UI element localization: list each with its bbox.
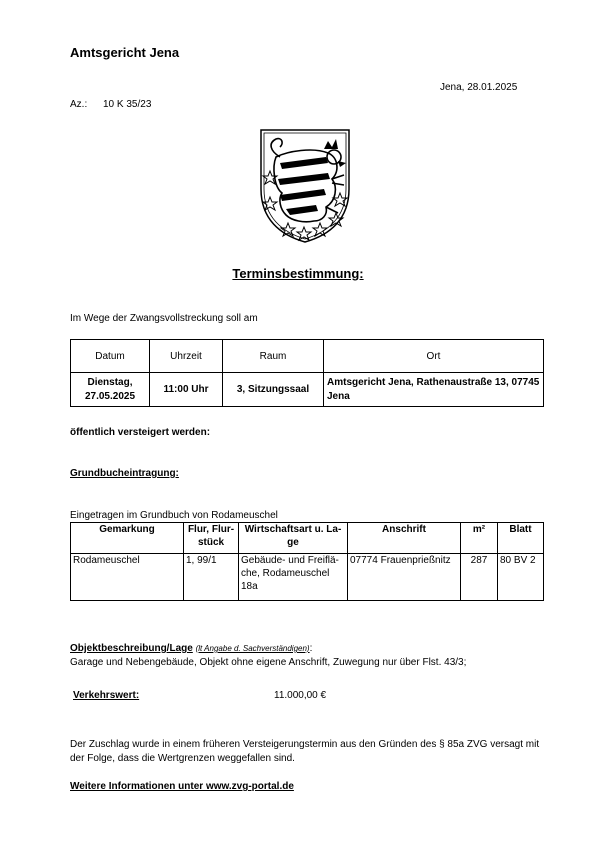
market-value: 11.000,00 € xyxy=(274,690,327,701)
table-header-row xyxy=(71,340,544,373)
intro-text: Im Wege der Zwangsvollstreckung soll am xyxy=(70,313,258,324)
table-row xyxy=(71,373,544,407)
table-header-cell: Wirtschaftsart u. La-ge xyxy=(239,523,348,554)
court-name: Amtsgericht Jena xyxy=(70,45,180,60)
section-title-objekt xyxy=(70,643,312,654)
land-register-table xyxy=(70,522,544,601)
table-header-cell: Anschrift xyxy=(348,523,461,554)
appointment-table xyxy=(70,339,544,407)
document-date: Jena, 28.01.2025 xyxy=(440,82,518,93)
objekt-note: (lt Angabe d. Sachverständigen) xyxy=(195,644,310,653)
table-header-cell: Uhrzeit xyxy=(150,340,223,373)
table-header-cell: Raum xyxy=(223,340,324,373)
table-header-cell: m² xyxy=(461,523,498,554)
objekt-suffix: : xyxy=(309,643,313,654)
coat-of-arms-icon xyxy=(258,127,352,248)
table-cell: 07774 Frauenprießnitz xyxy=(348,554,461,601)
file-number: 10 K 35/23 xyxy=(103,99,152,110)
table-cell: 80 BV 2 xyxy=(498,554,544,601)
file-number-label: Az.: xyxy=(70,99,88,110)
table-cell: Dienstag, 27.05.2025 xyxy=(71,373,150,407)
table-cell: 11:00 Uhr xyxy=(150,373,223,407)
table-header-cell: Datum xyxy=(71,340,150,373)
section-title-grundbuch: Grundbucheintragung: xyxy=(70,468,179,479)
table-cell: 3, Sitzungssaal xyxy=(223,373,324,407)
table-cell: Rodameuschel xyxy=(71,554,184,601)
zuschlag-text: Der Zuschlag wurde in einem früheren Versteigerungstermin aus den Gründen des § 85a ZVG versagt mit der Folge, dass die Wertgrenzen weggefallen sind. xyxy=(70,739,540,764)
table-cell: 1, 99/1 xyxy=(184,554,239,601)
table-cell: 287 xyxy=(461,554,498,601)
table-header-cell: Flur, Flur-stück xyxy=(184,523,239,554)
auction-text: öffentlich versteigert werden: xyxy=(70,427,211,438)
page-title: Terminsbestimmung: xyxy=(232,266,364,281)
table-header-cell: Ort xyxy=(324,340,544,373)
table-header-cell: Blatt xyxy=(498,523,544,554)
table-cell: Gebäude- und Freiflä-che, Rodameuschel 18a xyxy=(239,554,348,601)
grundbuch-intro: Eingetragen im Grundbuch von Rodameuschel xyxy=(70,510,278,521)
table-header-row xyxy=(71,523,544,554)
table-cell: Amtsgericht Jena, Rathenaustraße 13, 07745 Jena xyxy=(324,373,544,407)
objekt-title: Objektbeschreibung/Lage xyxy=(70,643,193,654)
table-header-cell: Gemarkung xyxy=(71,523,184,554)
market-value-label: Verkehrswert: xyxy=(73,690,140,701)
more-info-link[interactable]: Weitere Informationen unter www.zvg-portal.de xyxy=(70,781,294,792)
objekt-description: Garage und Nebengebäude, Objekt ohne eigene Anschrift, Zuwegung nur über Flst. 43/3; xyxy=(70,657,467,668)
table-row xyxy=(71,554,544,601)
